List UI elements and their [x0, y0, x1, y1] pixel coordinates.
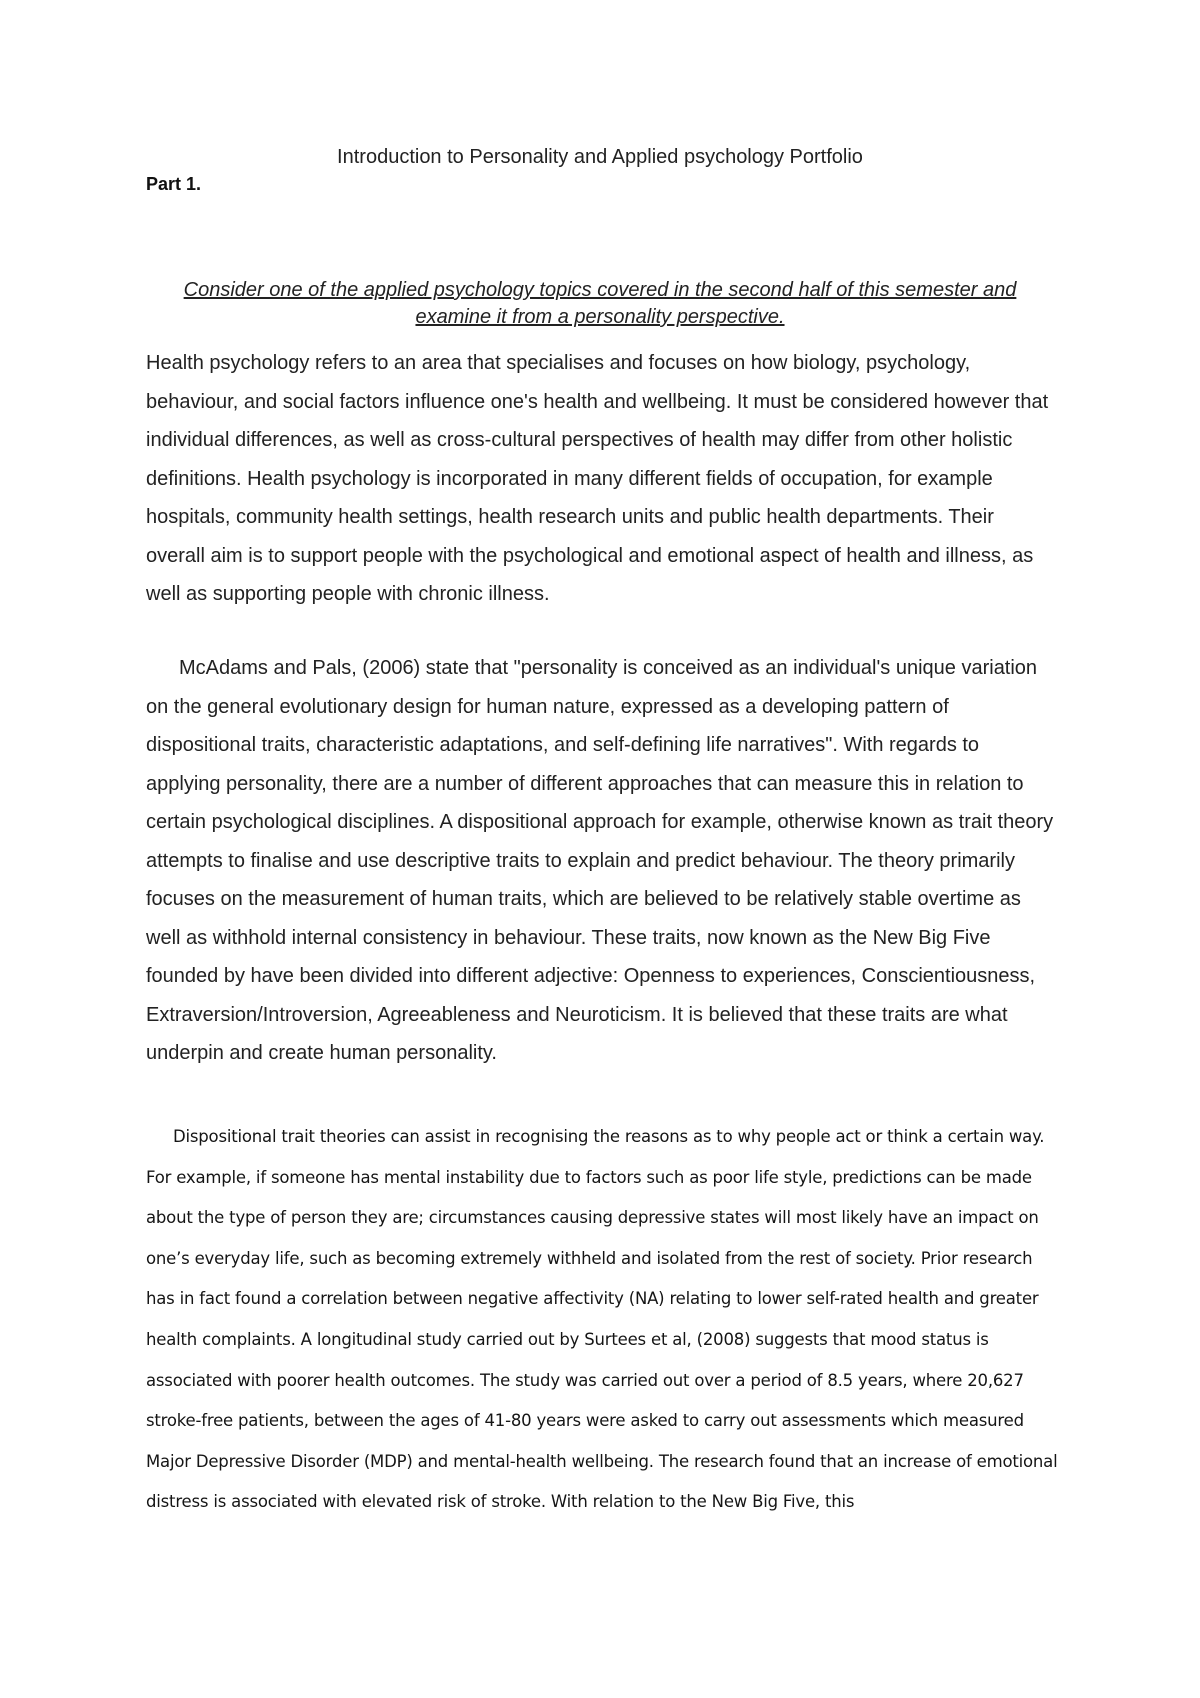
paragraph-health-psychology: Health psychology refers to an area that specialises and focuses on how biology, psychology, behaviour, and social factors influence one's health and wellbeing. It must be considered however that individual differences, as well as cross-cultural perspectives of health may differ from other holistic definitions. Health psychology is incorporated in many different fields of occupation, for example hospitals, community health settings, health research units and public health departments. Their overall aim is to support people with the psychological and emotional aspect of health and illness, as well as supporting people with chronic illness.	[146, 352, 1049, 605]
paragraph-personality-definition: McAdams and Pals, (2006) state that "personality is conceived as an individual's unique variation on the general evolutionary design for human nature, expressed as a developing pattern of dispositional traits, characteristic adaptations, and self-defining life narratives". With regards to applying personality, there are a number of different approaches that can measure this in relation to certain psychological disciplines. A dispositional approach for example, otherwise known as trait theory attempts to finalise and use descriptive traits to explain and predict behaviour. The theory primarily focuses on the measurement of human traits, which are believed to be relatively stable overtime as well as withhold internal consistency in behaviour. These traits, now known as the New Big Five founded by have been divided into different adjective: Openness to experiences, Conscientiousness, Extraversion/Introversion, Agreeableness and Neuroticism. It is believed that these traits are what underpin and create human personality.	[146, 657, 1054, 1064]
paragraph-dispositional-traits: Dispositional trait theories can assist in recognising the reasons as to why people act or think a certain way. For example, if someone has mental instability due to factors such as poor life style, predictions can be made about the type of person they are; circumstances causing depressive states will most likely have an impact on one’s everyday life, such as becoming extremely withheld and isolated from the rest of society. Prior research has in fact found a correlation between negative affectivity (NA) relating to lower self-rated health and greater health complaints. A longitudinal study carried out by Surtees et al, (2008) suggests that mood status is associated with poorer health outcomes. The study was carried out over a period of 8.5 years, where 20,627 stroke-free patients, between the ages of 41-80 years were asked to carry out assessments which measured Major Depressive Disorder (MDP) and mental-health wellbeing. The research found that an increase of emotional distress is associated with elevated risk of stroke. With relation to the New Big Five, this	[146, 1127, 1058, 1512]
part-heading: Part 1.	[146, 174, 202, 194]
assignment-prompt: Consider one of the applied psychology topics covered in the second half of this semester and examine it from a personality perspective.	[183, 279, 1017, 328]
document-title: Introduction to Personality and Applied psychology Portfolio	[337, 146, 863, 168]
